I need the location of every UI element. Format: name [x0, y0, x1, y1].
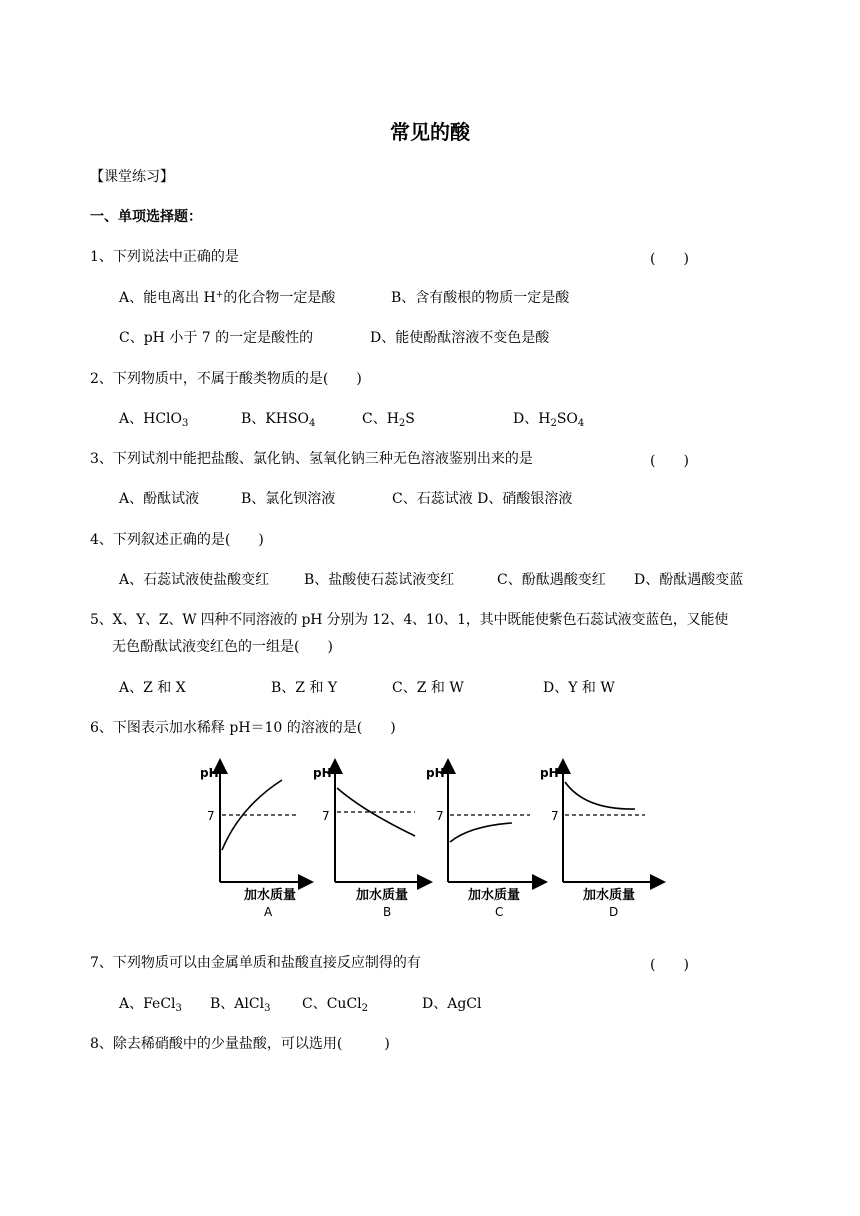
question-3-option-a[interactable]: A、酚酞试液	[119, 491, 200, 507]
question-2-option-b[interactable]: B、$KHSO_4$	[241, 411, 316, 429]
question-4-option-b[interactable]: B、盐酸使石蕊试液变红	[304, 572, 455, 588]
question-1-option-a[interactable]: A、能电离出 H+的化合物一定是酸	[119, 290, 336, 306]
graph-a-x-label: 加水质量	[244, 888, 297, 903]
question-8-stem: 8、除去稀硝酸中的少量盐酸，可以选用( )	[90, 1036, 390, 1052]
question-6-stem: 6、下图表示加水稀释 pH＝10 的溶液的是( )	[90, 720, 396, 736]
question-7-option-a[interactable]: A、FeCl$_3$	[119, 996, 182, 1014]
question-1-option-b[interactable]: B、含有酸根的物质一定是酸	[391, 290, 570, 306]
graph-c-ref-label: 7	[436, 809, 444, 823]
graph-a[interactable]	[200, 766, 306, 919]
question-3-option-b[interactable]: B、氯化钡溶液	[241, 491, 336, 507]
ph-dilution-graphs	[0, 752, 860, 932]
question-4-option-c[interactable]: C、酚酞遇酸变红	[497, 572, 606, 588]
question-5-stem-line2: 无色酚酞试液变红色的一组是( )	[112, 639, 333, 655]
question-4-option-a[interactable]: A、石蕊试液使盐酸变红	[119, 572, 270, 588]
graph-b-y-label: pH	[313, 766, 332, 780]
graph-c[interactable]	[426, 766, 540, 919]
question-3-option-cd[interactable]: C、石蕊试液 D、硝酸银溶液	[392, 491, 573, 507]
graph-d-curve	[565, 782, 635, 809]
graph-c-x-label: 加水质量	[468, 888, 521, 903]
question-7-option-d[interactable]: D、AgCl	[422, 996, 482, 1012]
question-2-option-c[interactable]: C、$H_2S$	[362, 411, 415, 429]
question-7-stem: 7、下列物质可以由金属单质和盐酸直接反应制得的有	[90, 955, 421, 971]
graph-d-x-label: 加水质量	[583, 888, 636, 903]
graph-a-ref-label: 7	[207, 809, 215, 823]
graph-a-y-label: pH	[200, 766, 219, 780]
question-7-option-b[interactable]: B、AlCl$_3$	[210, 996, 271, 1014]
question-5-option-d[interactable]: D、Y 和 W	[543, 680, 615, 696]
question-4-stem: 4、下列叙述正确的是( )	[90, 532, 264, 548]
question-2-option-a[interactable]: A、HClO$_3$	[119, 411, 189, 429]
graph-c-letter: C	[495, 905, 504, 919]
question-2-stem: 2、下列物质中，不属于酸类物质的是( )	[90, 371, 362, 387]
graph-d-ref-label: 7	[551, 809, 559, 823]
graph-b-ref-label: 7	[322, 809, 330, 823]
question-2-option-d[interactable]: D、$H_2SO_4$	[513, 411, 585, 429]
graph-d-letter: D	[609, 905, 619, 919]
question-3-answer-blank[interactable]: ( )	[650, 453, 689, 469]
section-label: 【课堂练习】	[90, 169, 174, 185]
page-title: 常见的酸	[390, 120, 470, 144]
question-7-answer-blank[interactable]: ( )	[650, 957, 689, 973]
graph-d-y-label: pH	[540, 766, 559, 780]
question-7-option-c[interactable]: C、CuCl$_2$	[302, 996, 369, 1014]
graph-c-curve	[450, 823, 512, 842]
question-5-option-a[interactable]: A、Z 和 X	[119, 680, 186, 696]
part-heading: 一、单项选择题：	[90, 209, 202, 225]
question-1-stem: 1、下列说法中正确的是	[90, 249, 239, 265]
question-5-stem-line1: 5、X、Y、Z、W 四种不同溶液的 pH 分别为 12、4、10、1，其中既能使紫色石蕊试液变蓝色，又能使	[90, 612, 729, 628]
graph-b-x-label: 加水质量	[356, 888, 409, 903]
question-5-option-b[interactable]: B、Z 和 Y	[271, 680, 338, 696]
question-1-option-c[interactable]: C、pH 小于 7 的一定是酸性的	[119, 330, 314, 346]
graph-a-letter: A	[264, 905, 273, 919]
question-1-option-d[interactable]: D、能使酚酞溶液不变色是酸	[370, 330, 550, 346]
graph-d[interactable]	[540, 766, 658, 919]
question-4-option-d[interactable]: D、酚酞遇酸变蓝	[634, 572, 744, 588]
question-1-answer-blank[interactable]: ( )	[650, 251, 689, 267]
graph-c-y-label: pH	[426, 766, 445, 780]
graph-b-letter: B	[383, 905, 392, 919]
question-3-stem: 3、下列试剂中能把盐酸、氯化钠、氢氧化钠三种无色溶液鉴别出来的是	[90, 451, 533, 467]
graph-b[interactable]	[313, 766, 425, 919]
question-5-option-c[interactable]: C、Z 和 W	[392, 680, 464, 696]
